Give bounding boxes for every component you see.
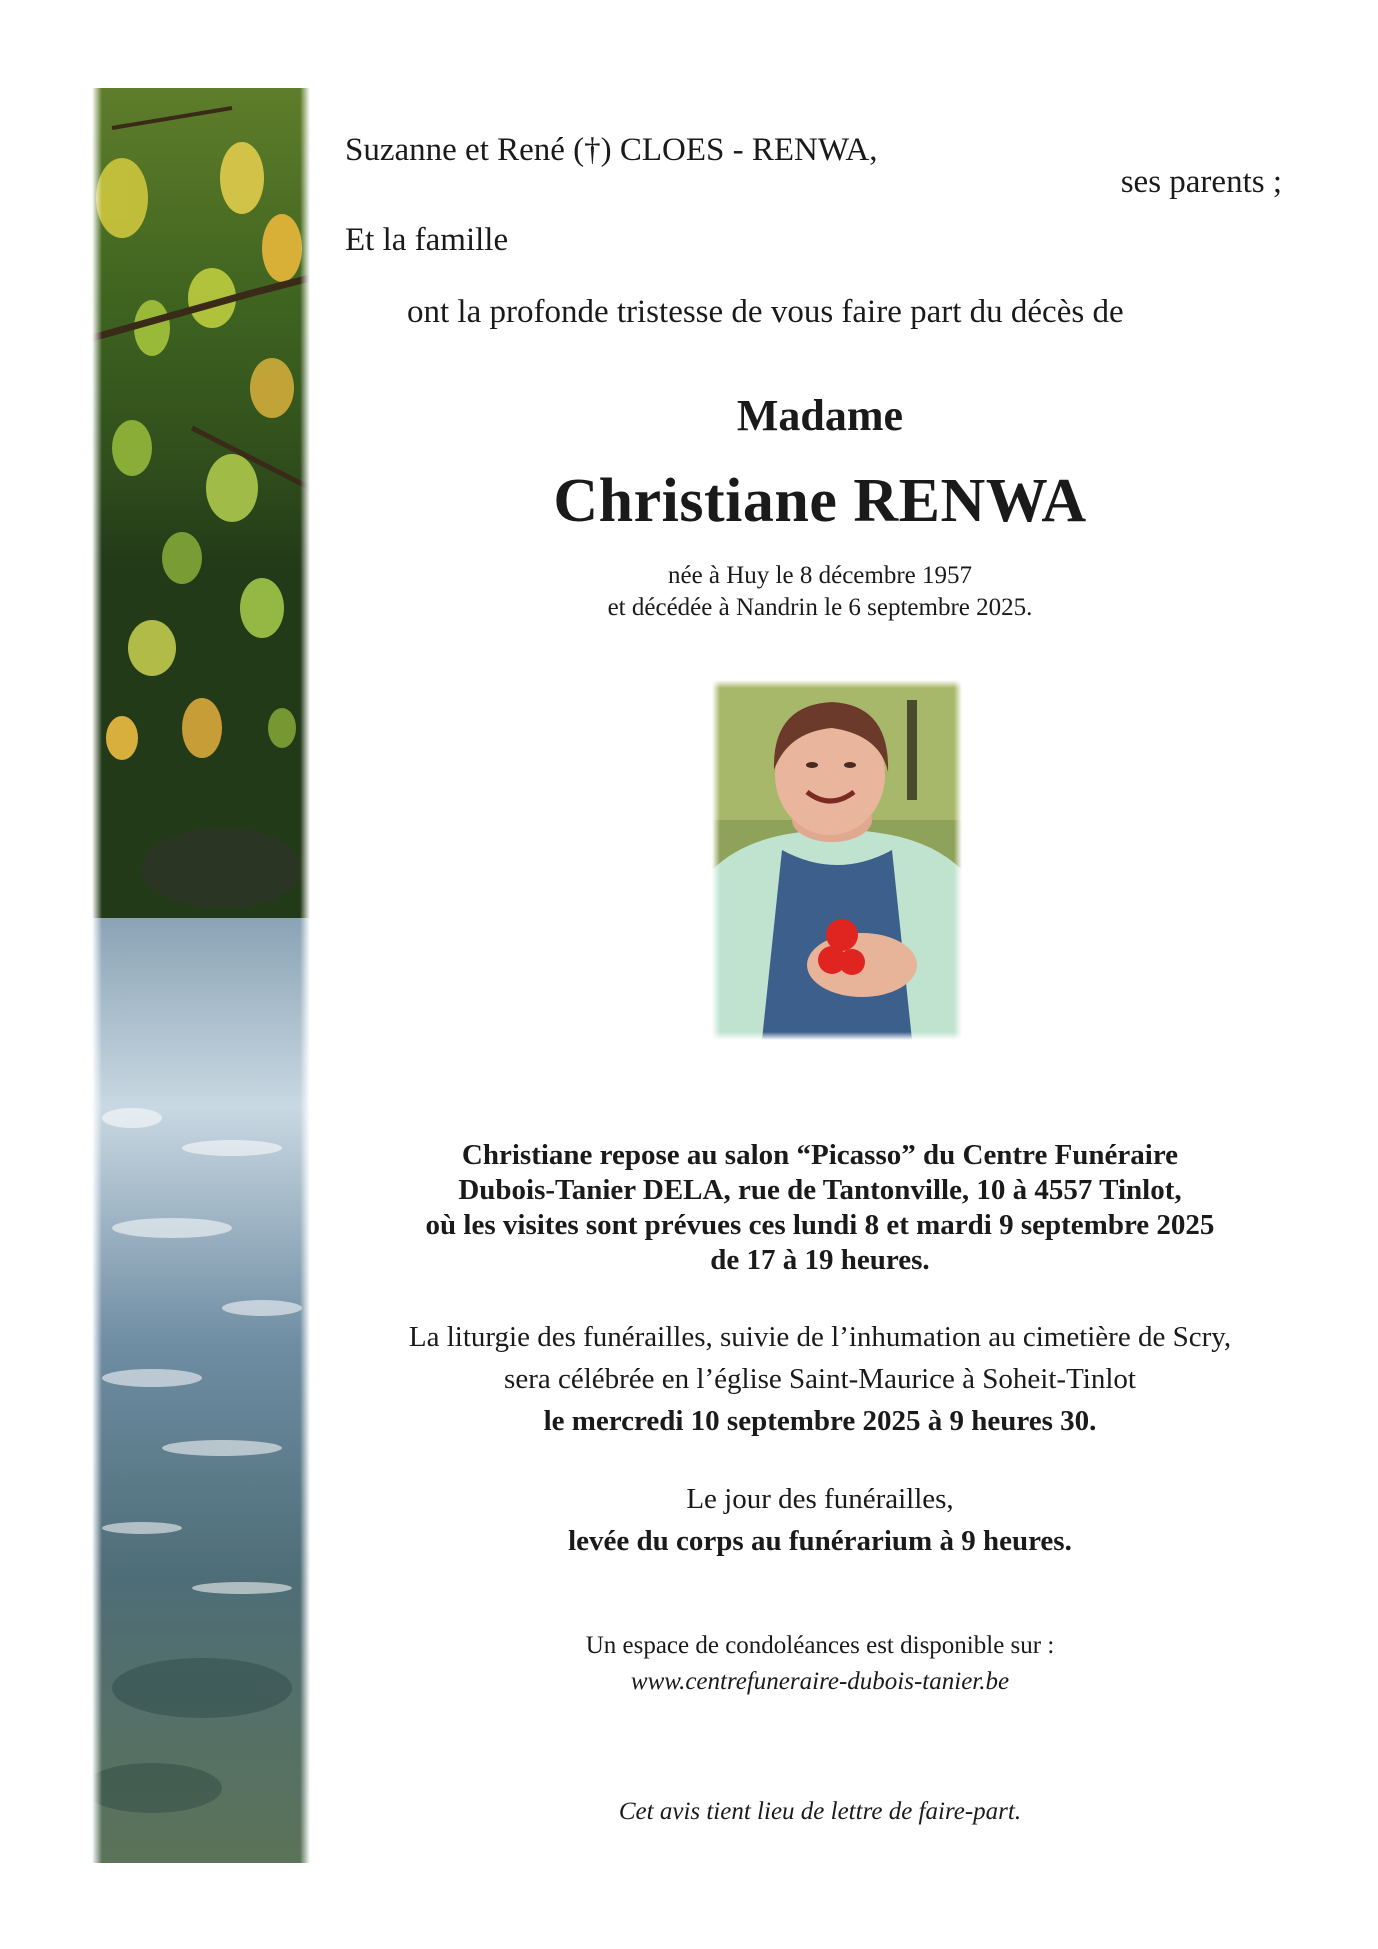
condolences-info: [330, 1628, 1310, 1700]
liturgy-datetime: le mercredi 10 septembre 2025 à 9 heures 30.: [543, 1405, 1097, 1437]
death-line: et décédée à Nandrin le 6 septembre 2025.: [607, 594, 1033, 621]
funeral-day-line-2: levée du corps au funérarium à 9 heures.: [568, 1525, 1072, 1557]
portrait-photo: [712, 680, 962, 1040]
liturgy-info: [330, 1316, 1310, 1442]
visitation-line-4: de 17 à 19 heures.: [710, 1244, 930, 1276]
life-dates: [330, 560, 1310, 624]
funeral-day-info: [330, 1478, 1310, 1562]
announcement-intro: ont la profonde tristesse de vous faire part du décès de: [407, 294, 1124, 330]
condolences-text: Un espace de condoléances est disponible sur :: [585, 1632, 1055, 1659]
liturgy-line-2: sera célébrée en l’église Saint-Maurice à Soheit-Tinlot: [504, 1363, 1136, 1395]
parents-role: ses parents ;: [1120, 164, 1282, 200]
condolences-url[interactable]: www.centrefuneraire-dubois-tanier.be: [630, 1668, 1010, 1695]
visitation-line-3: où les visites sont prévues ces lundi 8 et mardi 9 septembre 2025: [425, 1209, 1215, 1241]
birth-line: née à Huy le 8 décembre 1957: [667, 562, 973, 589]
portrait-image: [712, 680, 962, 1040]
footer-note: Cet avis tient lieu de lettre de faire-part.: [618, 1798, 1022, 1825]
salutation: Madame: [736, 391, 904, 440]
visitation-line-1: Christiane repose au salon “Picasso” du Centre Funéraire: [461, 1139, 1179, 1171]
deceased-name: Christiane RENWA: [553, 467, 1087, 535]
decorative-nature-strip: [92, 88, 310, 1863]
liturgy-line-1: La liturgie des funérailles, suivie de l’inhumation au cimetière de Scry,: [408, 1321, 1232, 1353]
funeral-day-line-1: Le jour des funérailles,: [686, 1483, 954, 1515]
forest-river-image: [92, 88, 310, 1863]
visitation-line-2: Dubois-Tanier DELA, rue de Tantonville, 10 à 4557 Tinlot,: [458, 1174, 1182, 1206]
parents-names: Suzanne et René (†) CLOES - RENWA,: [345, 132, 878, 168]
visitation-info: [330, 1138, 1310, 1278]
family-line: Et la famille: [345, 222, 509, 258]
